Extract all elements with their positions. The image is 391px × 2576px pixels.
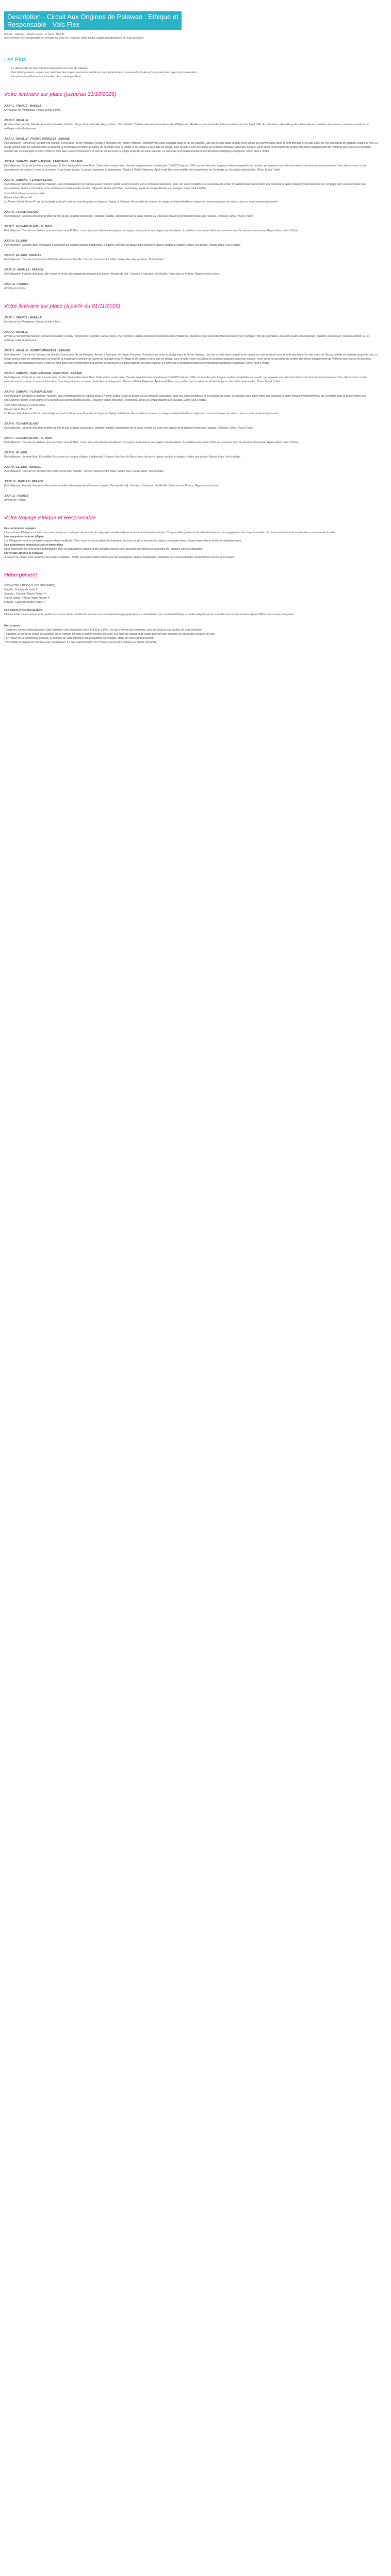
day-2 [4, 118, 379, 131]
day-text: Petit déjeuner. Journée libre. Possibilité d'excursion en bangka (bateau traditionnel) à travers l'archipel de Bacuit pour découvrir lagons, grottes et plages isolées (en option). Repas libres. Nuit à l'hôtel. [4, 244, 241, 247]
hotel-line: Flower Island : Flower Island Resort 4* [4, 597, 51, 600]
itinerary-1-heading: Votre itinéraire sur place (jusqu'au 31/10/2026) [4, 91, 117, 97]
day-text: Petit déjeuner. Direction le nord de Palawan, puis embarquement en bateau jusqu'à Flower Island. Cette île privée est un véritable sanctuaire, avec ses eaux cristallines et sa barrière de corail. Installation dans votre hôtel, une structure à faible impact environnemental qui s'engage dans la préservation des écosystèmes marins et terrestres et le soutien aux communautés locales. Déjeuner. Après-midi libre : snorkeling, kayak ou simple détente sur la plage. Dîner. Nuit à l'hôtel. [4, 395, 366, 402]
hotel-line: Sabang : Sheridan Beach Resort 4* [4, 592, 47, 596]
day-11 [4, 282, 379, 291]
hebergement-section [4, 584, 379, 617]
page [0, 0, 383, 655]
day-8 [4, 451, 379, 459]
day-title: JOUR 5 : SABANG - FLOWER ISLAND [4, 391, 53, 394]
day-text: Envol pour les Philippines. Repas et nuit à bord. [4, 320, 61, 324]
day-text: Petit déjeuner. Visite de la rivière souterraine du Parc National de Saint Paul. Cette rivière souterraine, classée au patrimoine mondial par l'UNESCO depuis 1999, est une des plus longues rivières navigables au monde, qui serpente sous des formations calcaires impressionnantes. Vous découvrirez ce site exceptionnel en bateau à rame, à la lumière d'une lampe torche, à travers stalactites et stalagmites. Retour à l'hôtel. Déjeuner. Après-midi libre pour profiter des installations de l'écolodge ou d'activités optionnelles. Dîner. Nuit à l'hôtel. [4, 164, 367, 172]
day-7 [4, 225, 379, 233]
voyage-paragraph: Les Philippines sont un archipel composé d'une multitude d'îles ; nous avons privilégié les transferts les plus courts et favorisé les séjours prolongés dans chaque étape afin de limiter les déplacements. [4, 539, 242, 543]
hotel-note-label: Votre hôtel éthique et responsable : [4, 404, 46, 407]
hotel-line: Manille : The Manila Hotel 4* [4, 588, 39, 591]
day-title: JOUR 4 : SABANG - PARC NATIONAL SAINT PAUL - SABANG [4, 160, 83, 163]
day-title: JOUR 3 : MANILLE - PUERTO PRINCESA - SABANG [4, 349, 70, 352]
day-text: Petit déjeuner. Transfert à l'aéroport d'El Nido. Envol pour Manille. Transfert jusqu'à votre hôtel. Soirée libre. Repas libres. Nuit à l'hôtel. [4, 258, 165, 261]
hotel-note [4, 403, 379, 416]
day-title: JOUR 11 : FRANCE [4, 283, 29, 286]
day-text: Arrivée à l'aéroport de Manille. Accueil et transfert à l'hôtel. Temps libre à Manille. Repas libres. Nuit à l'hôtel. Capitale vibrante et turbulente des Philippines, Manille est une porte d'entrée fascinante vers l'archipel. Ville de contrastes, elle mêle gratte-ciel modernes, quartiers historiques, marchés animés et un mélange culturel détonnant. [4, 123, 369, 130]
voyage-section [4, 527, 379, 560]
day-text: Petit déjeuner. Matinée libre pour aller visiter la vieille ville espagnole d'Intramuros (selon l'horaire de vol). Transfert à l'aéroport de Manille. Envol pour la France. Repas et nuit à bord. [4, 273, 220, 276]
day-title: JOUR 11 : FRANCE [4, 495, 29, 498]
itinerary-2 [4, 316, 379, 502]
day-title: JOUR 10 : MANILLE - FRANCE [4, 480, 43, 483]
day-title: JOUR 7 : FLOWER ISLAND - EL NIDO [4, 437, 52, 440]
day-3 [4, 349, 379, 365]
day-1 [4, 316, 379, 324]
classification-text: Chaque hôtel a été choisi pour la qualité de son accueil, la qualité des services et son implantation géographique. La classification (en nombre d'étoiles) est celle indiquée par les autorités touristiques locales et peut différer des normes françaises. [4, 613, 296, 616]
hotel-line: El Nido : Cauayan Island Resort 4* [4, 601, 46, 604]
voyage-subheading: Des expériences respectueuses et immersives [4, 544, 63, 547]
day-11 [4, 494, 379, 502]
day-title: JOUR 7 : FLOWER ISLAND - EL NIDO [4, 225, 52, 228]
day-text: Arrivée en France. [4, 287, 26, 290]
note-item: * Possibilité de départ de province avec supplément. Le prix acheminement de Province pourra être indiqué sur simple demande. [4, 641, 157, 644]
day-title: JOUR 8 : EL NIDO [4, 240, 27, 243]
day-1 [4, 104, 379, 112]
day-4 [4, 371, 379, 384]
hotel-note-text: Le Flower Island Resort 4* est un écolodge exclusif niché sur une île privée au large de Taytay, à Palawan. Accessible en bateau, ce refuge confidentiel offre un séjour en communion avec la nature, dans un environnement préservé. [4, 412, 279, 415]
day-6 [4, 210, 379, 218]
day-text: Petit déjeuner. Direction le nord de Palawan, puis embarquement en bateau jusqu'à Flower Island. Cette île privée est un véritable sanctuaire, avec ses eaux cristallines et sa barrière de corail. Installation dans votre hôtel, une structure à faible impact environnemental qui s'engage dans la préservation des écosystèmes marins et terrestres et le soutien aux communautés locales. Déjeuner. Après-midi libre : snorkeling, kayak ou simple détente sur la plage. Dîner. Nuit à l'hôtel. [4, 183, 366, 190]
note-item: * Selon les normes internationales, votre chambre sera disponible entre 12h30 et 15h00. En cas d'arrivée plus matinale, vous ne pourrez pas profiter de votre chambre. [4, 629, 203, 632]
day-5 [4, 390, 379, 416]
voyage-subheading: Une empreinte carbone allégée [4, 535, 44, 538]
plus-item: • La découverte de sites naturels d'exception au cœur de Palawan [11, 66, 379, 71]
day-text: Petit déjeuner. Journée libre pour profiter de l'île et des activités proposées : plongée, paddle, observation de la faune marine ou visite des projets de protection menés par l'équipe. Déjeuner. Dîner. Nuit à l'hôtel. [4, 215, 253, 218]
day-text: Petit déjeuner. Transfert à l'aéroport de Manille. Envol pour l'île de Palawan. Arrivée à l'aéroport de Puerto Princesa. Transfert vers votre écolodge dans le fief de Sabang. Une fois installé dans ce petit écrin ouvert de charme niché dans la forêt primaire et la côte ouest de l'île, possibilité de marcher jusqu'à la mer. Le rivage proche offre un hébergement au bord de la mangrove et profiter du calme de la jungle avec le village et de plages à deux pas du village, pour revenir à une excursion où la nature tropicale séduit par sa paix. Vous aurez la possibilité de profiter des divers équipements de l'hôtel tel que spa ou les piscines. Conduit par un écologiste inspiré, l'hôtel se fond dans son environnement et permet de découvrir la jungle tropicale en toute sécurité. La ferme de la propriété produit une importance biologique et agricole. Dîner. Nuit à l'hôtel. [4, 353, 378, 365]
day-title: JOUR 2 : MANILLE [4, 119, 28, 122]
day-title: JOUR 9 : EL NIDO - MANILLE [4, 466, 41, 469]
day-title: JOUR 6 : FLOWER ISLAND [4, 422, 39, 426]
classification-heading: CLASSIFICATION HOTELIERE [4, 609, 43, 612]
day-10 [4, 268, 379, 276]
day-10 [4, 480, 379, 488]
voyage-subheading: Des partenaires engagés [4, 527, 36, 530]
day-text: Arrivée à l'aéroport de Manille. Accueil et transfert à l'hôtel. Temps libre à Manille. Repas libres. Nuit à l'hôtel. Capitale vibrante et turbulente des Philippines, Manille est une porte d'entrée fascinante vers l'archipel. Ville de contrastes, elle mêle gratte-ciel modernes, quartiers historiques, marchés animés et un mélange culturel détonnant. [4, 335, 369, 342]
hotel-note [4, 192, 379, 204]
note-item: * Attention, la durée du séjour est calculée sur le nombre de nuits et non le nombre de jours. Les jours de départ et de retour peuvent être amputés en raison des horaires de vols. [4, 633, 215, 636]
note-item: * En raison de la conjoncture actuelle, le contenu de votre itinéraire est susceptible de changer. Merci de votre compréhension. [4, 637, 155, 640]
day-3 [4, 137, 379, 154]
note-heading: Bon à savoir [4, 624, 21, 628]
voyage-paragraph: À travers ce circuit, vous soutenez des projets engagés : hôtels écoresponsables fondés par des écologistes, fermes biologiques, initiatives de conservation des écosystèmes marins et terrestres. [4, 556, 235, 559]
day-title: JOUR 10 : MANILLE - FRANCE [4, 268, 43, 272]
hotel-note-name: Flower Island Resort 4* [4, 408, 32, 411]
day-9 [4, 253, 379, 262]
itinerary-1 [4, 104, 379, 291]
banner-line-1: Description - Circuit Aux Origines de Palawan : Ethique et [7, 13, 178, 21]
title-banner [4, 11, 182, 30]
hotel-note-name: Flower Island Resort 4* [4, 196, 32, 199]
day-text: Petit déjeuner. Journée libre. Possibilité d'excursion en bangka (bateau traditionnel) à travers l'archipel de Bacuit pour découvrir lagons, grottes et plages isolées (en option). Repas libres. Nuit à l'hôtel. [4, 455, 241, 459]
day-7 [4, 436, 379, 445]
day-title: JOUR 8 : EL NIDO [4, 451, 27, 454]
day-text: Arrivée en France. [4, 499, 26, 502]
voyage-paragraph: Nous favorisons les rencontres authentiques avec les populations locales et des activités douces pour découvrir les richesses naturelles de l'archipel sans les dégrader. [4, 548, 203, 551]
day-title: JOUR 9 : EL NIDO - MANILLE [4, 254, 41, 257]
hotel-note-text: Le Flower Island Resort 4* est un écolodge exclusif niché sur une île privée au large de Taytay, à Palawan. Accessible en bateau, ce refuge confidentiel offre un séjour en communion avec la nature, dans un environnement préservé. [4, 200, 279, 204]
plus-item: • Un rythme équilibré entre exploration douce et temps libres [11, 75, 379, 79]
day-text: Petit déjeuner. Journée libre pour profiter de l'île et des activités proposées : plongée, paddle, observation de la faune marine ou visite des projets de protection menés par l'équipe. Déjeuner. Dîner. Nuit à l'hôtel. [4, 427, 253, 430]
voyage-paragraph: Ce circuit aux Philippines a été conçu avec soin pour conjuguer découverte des paysages emblématiques et respect de l'environnement. Chaque hébergement a été sélectionné pour son engagement dans la préservation de l'environnement et le soutien des communautés locales. [4, 531, 336, 534]
plus-list [4, 66, 379, 79]
footer-notes [4, 624, 379, 645]
day-8 [4, 239, 379, 247]
day-text: Petit déjeuner. Transfert en bateau puis en voiture vers El Nido, connu pour ses falaises karstiques, ses lagons turquoise et ses plages spectaculaires. Installation dans votre hôtel, en harmonie avec la nature environnante. Repas libres. Nuit à l'hôtel. [4, 441, 299, 444]
day-6 [4, 422, 379, 430]
day-title: JOUR 5 : SABANG - FLOWER ISLAND [4, 179, 53, 182]
route: Manille - Sabang - Flower Island - El Nido - Manille [4, 33, 64, 36]
plus-item: • Des hébergements conçus pour minimiser leur impact environnemental tout en impliquant les communautés locales et soutenant des projets de conservation [11, 71, 379, 75]
hotel-note-label: Votre hôtel éthique et responsable : [4, 192, 46, 195]
voyage-heading: Votre Voyage Ethique et Responsable [4, 515, 96, 521]
day-title: JOUR 1 : FRANCE - MANILLE [4, 105, 42, 108]
hotels-label: VOS HOTELS PREVUS (OU SIMILAIRES) [4, 584, 56, 587]
day-text: Petit déjeuner. Transfert en bateau puis en voiture vers El Nido, connu pour ses falaises karstiques, ses lagons turquoise et ses plages spectaculaires. Installation dans votre hôtel, en harmonie avec la nature environnante. Repas libres. Nuit à l'hôtel. [4, 229, 299, 232]
day-title: JOUR 4 : SABANG - PARC NATIONAL SAINT PAUL - SABANG [4, 372, 83, 375]
plus-heading: Les Plus [4, 57, 26, 63]
day-4 [4, 160, 379, 172]
day-text: Envol pour les Philippines. Repas et nuit à bord. [4, 109, 61, 112]
day-2 [4, 330, 379, 343]
day-title: JOUR 1 : FRANCE - MANILLE [4, 316, 42, 319]
day-title: JOUR 6 : FLOWER ISLAND [4, 211, 39, 214]
itinerary-2-heading: Votre itinéraire sur place (à partir du 01/11/2026) [4, 303, 121, 309]
banner-line-2: Responsable - Vols Flex [7, 21, 80, 28]
day-title: JOUR 3 : MANILLE - PUERTO PRINCESA - SABANG [4, 138, 70, 141]
day-text: Petit déjeuner. Matinée libre pour aller visiter la vieille ville espagnole d'Intramuros (selon l'horaire de vol). Transfert à l'aéroport de Manille. Envol pour la France. Repas et nuit à bord. [4, 484, 220, 487]
hebergement-heading: Hébergement [4, 572, 37, 578]
day-5 [4, 178, 379, 204]
day-text: Petit déjeuner. Transfert à l'aéroport de Manille. Envol pour l'île de Palawan. Arrivée à l'aéroport de Puerto Princesa. Transfert vers votre écolodge dans le fief de Sabang. Une fois installé dans ce petit écrin ouvert de charme niché dans la forêt primaire et la côte ouest de l'île, possibilité de marcher jusqu'à la mer. Le rivage proche offre un hébergement au bord de la mangrove et profiter du calme de la jungle avec le village et de plages à deux pas du village, pour revenir à une excursion où la nature tropicale séduit par sa paix. Vous aurez la possibilité de profiter des divers équipements de l'hôtel tel que spa ou les piscines. Conduit par un écologiste inspiré, l'hôtel se fond dans son environnement et permet de découvrir la jungle tropicale en toute sécurité. La ferme de la propriété produit une importance biologique et agricole. Dîner. Nuit à l'hôtel. [4, 142, 378, 153]
tagline: Une aventure éco-responsable en prenant au cœur de Palawan, entre jungle, plages paradisiaques et récifs protégés. [4, 37, 144, 40]
voyage-subheading: Un voyage éthique et solidaire [4, 552, 43, 555]
day-text: Petit déjeuner. Transfert à l'aéroport d'El Nido. Envol pour Manille. Transfert jusqu'à votre hôtel. Soirée libre. Repas libres. Nuit à l'hôtel. [4, 470, 165, 473]
day-9 [4, 465, 379, 473]
day-title: JOUR 2 : MANILLE [4, 331, 28, 334]
day-text: Petit déjeuner. Visite de la rivière souterraine du Parc National de Saint Paul. Cette rivière souterraine, classée au patrimoine mondial par l'UNESCO depuis 1999, est une des plus longues rivières navigables au monde, qui serpente sous des formations calcaires impressionnantes. Vous découvrirez ce site exceptionnel en bateau à rame, à la lumière d'une lampe torche, à travers stalactites et stalagmites. Retour à l'hôtel. Déjeuner. Après-midi libre pour profiter des installations de l'écolodge ou d'activités optionnelles. Dîner. Nuit à l'hôtel. [4, 376, 367, 383]
